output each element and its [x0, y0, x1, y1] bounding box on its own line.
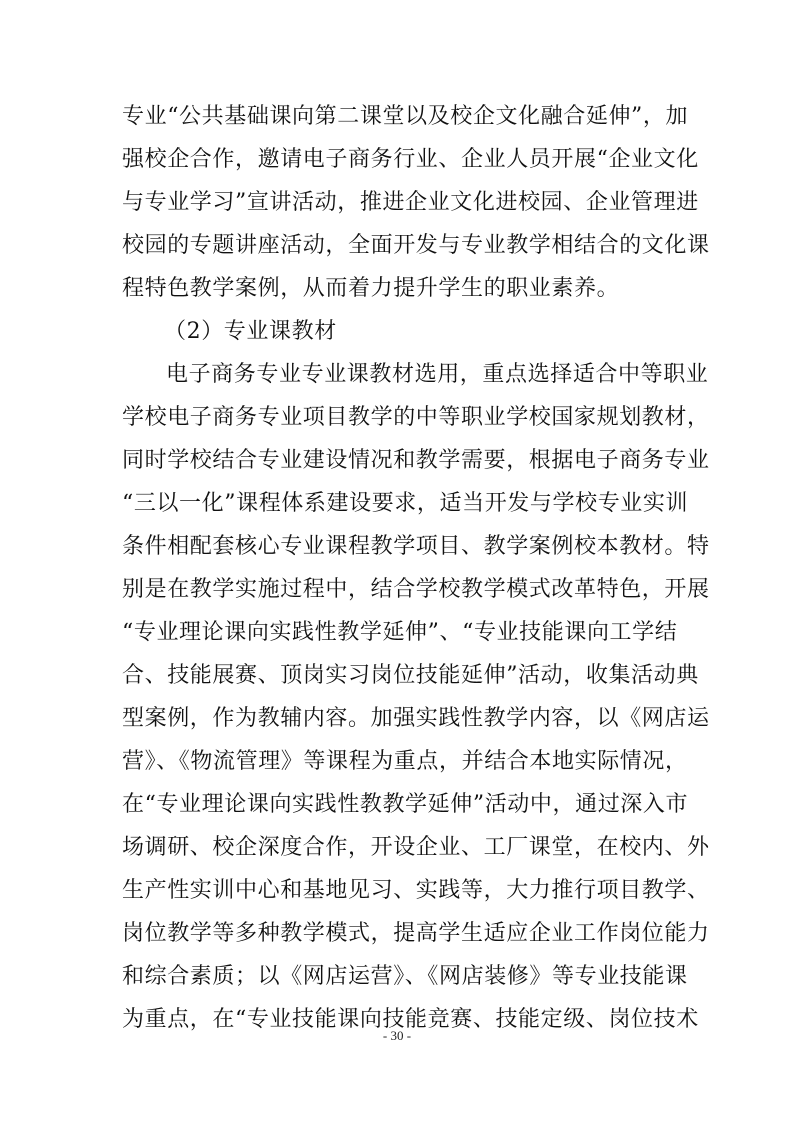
- body-text-line: “三以一化”课程体系建设要求，适当开发与学校专业实训: [122, 491, 689, 516]
- body-text-line: 场调研、校企深度合作，开设企业、工厂课堂，在校内、外: [122, 835, 710, 860]
- body-text-line: 和综合素质；以《网店运营》、《网店装修》等专业技能课: [122, 964, 688, 989]
- body-text-line: 别是在教学实施过程中，结合学校教学模式改革特色，开展: [122, 577, 710, 602]
- body-text-line: 营》、《物流管理》等课程为重点，并结合本地实际情况，: [122, 749, 688, 774]
- body-text-line: 条件相配套核心专业课程教学项目、教学案例校本教材。特: [122, 534, 710, 559]
- body-text-line: 为重点，在“专业技能课向技能竞赛、技能定级、岗位技术: [122, 1007, 699, 1032]
- body-text-line: 校园的专题讲座活动，全面开发与专业教学相结合的文化课: [122, 233, 710, 258]
- body-text-line: 电子商务专业专业课教材选用，重点选择适合中等职业: [166, 362, 709, 387]
- body-text-line: 生产性实训中心和基地见习、实践等，大力推行项目教学、: [122, 878, 710, 903]
- body-text-line: 型案例，作为教辅内容。加强实践性教学内容，以《网店运: [122, 706, 710, 731]
- section-heading: （2）专业课教材: [164, 319, 337, 344]
- body-text-line: 专业“公共基础课向第二课堂以及校企文化融合延伸”，加: [122, 104, 689, 129]
- body-text-line: 与专业学习”宣讲活动，推进企业文化进校园、企业管理进: [122, 190, 699, 215]
- body-text-line: “专业理论课向实践性教学延伸”、“专业技能课向工学结: [122, 620, 678, 645]
- body-text-line: 程特色教学案例，从而着力提升学生的职业素养。: [122, 276, 620, 301]
- body-text-line: 强校企合作，邀请电子商务行业、企业人员开展“企业文化: [122, 147, 699, 172]
- body-text-line: 岗位教学等多种教学模式，提高学生适应企业工作岗位能力: [122, 921, 710, 946]
- body-text-line: 同时学校结合专业建设情况和教学需要，根据电子商务专业: [122, 448, 710, 473]
- body-text-line: 合、技能展赛、顶岗实习岗位技能延伸”活动，收集活动典: [122, 663, 699, 688]
- page-number: - 30 -: [382, 1028, 412, 1043]
- body-text-line: 在“专业理论课向实践性教教学延伸”活动中，通过深入市: [122, 792, 689, 817]
- body-text-line: 学校电子商务专业项目教学的中等职业学校国家规划教材，: [122, 405, 710, 430]
